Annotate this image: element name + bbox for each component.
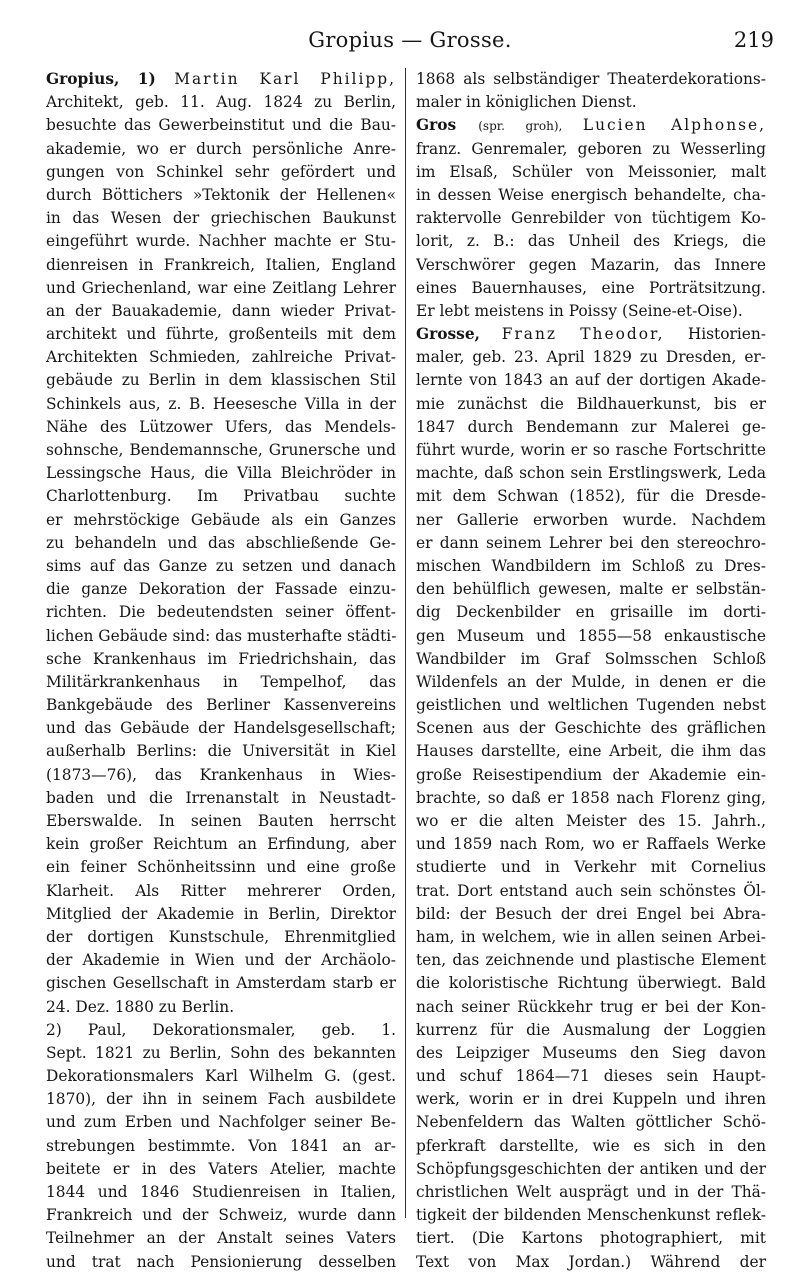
text-line: 1868 als selbständiger Theaterdekorations- bbox=[416, 70, 766, 88]
dictionary-page bbox=[46, 24, 774, 1271]
text-line: Charlottenburg. Im Privatbau suchte bbox=[46, 487, 396, 506]
text-line: wo er die alten Meister des 15. Jahrh., bbox=[416, 812, 766, 830]
text-line: machte, daß schon sein Erstlingswerk, Leda bbox=[416, 464, 766, 483]
text-line: Wandbilder im Graf Solmsschen Schloß bbox=[416, 649, 766, 668]
text-line: Frankreich und der Schweiz, wurde dann bbox=[46, 1206, 396, 1225]
left-column bbox=[46, 68, 396, 1274]
text-line: zu behandeln und das abschließende Ge- bbox=[46, 533, 396, 552]
text-line: richten. Die bedeutendsten seiner öffent- bbox=[46, 603, 396, 622]
text-line: und schuf 1864—71 dieses sein Haupt- bbox=[416, 1067, 766, 1086]
text-line: Architekten Schmieden, zahlreiche Privat- bbox=[46, 348, 396, 367]
entry-headword: Gros bbox=[416, 116, 479, 135]
text-line: mie zunächst die Bildhauerkunst, bis er bbox=[416, 394, 766, 413]
text-line: und trat nach Pensionierung desselben bbox=[46, 1252, 396, 1271]
text-line: und Griechenland, war eine Zeitlang Lehrer bbox=[46, 278, 396, 297]
text-line: 2) Paul, Dekorationsmaler, geb. 1. bbox=[46, 1020, 396, 1039]
text-line: Militärkrankenhaus in Tempelhof, das bbox=[46, 672, 396, 691]
text-line: eingeführt wurde. Nachher machte er Stu- bbox=[46, 232, 396, 251]
text-line: studierte und in Verkehr mit Cornelius bbox=[416, 858, 766, 877]
text-line bbox=[416, 114, 766, 137]
text-line: kurrenz für die Ausmalung der Loggien bbox=[416, 1020, 766, 1039]
text-line: außerhalb Berlins: die Universität in Kiel bbox=[46, 742, 396, 761]
text-line: den behülflich gewesen, malte er selbstän- bbox=[416, 580, 766, 599]
text-run: Lucien Alphonse, bbox=[582, 116, 766, 135]
text-line: Verschwörer gegen Mazarin, das Innere bbox=[416, 255, 766, 274]
text-line: gen Museum und 1855—58 enkaustische bbox=[416, 626, 766, 645]
text-run: Historien- bbox=[687, 325, 766, 344]
text-line: Lessingsche Haus, die Villa Bleichröder in bbox=[46, 464, 396, 483]
text-line: er dann seinem Lehrer bei den stereochro- bbox=[416, 533, 766, 552]
text-line: lorit, z. B.: das Unheil des Kriegs, die bbox=[416, 232, 766, 251]
text-line: der Akademie in Wien und der Archäolo- bbox=[46, 951, 396, 970]
text-line: bild: der Besuch der drei Engel bei Abra- bbox=[416, 904, 766, 923]
text-line: dienreisen in Frankreich, Italien, England bbox=[46, 255, 396, 274]
right-column bbox=[416, 68, 766, 1274]
text-line: besuchte das Gewerbeinstitut und die Bau- bbox=[46, 116, 396, 135]
text-line: Mitglied der Akademie in Berlin, Direktor bbox=[46, 904, 396, 923]
text-line: Er lebt meistens in Poissy (Seine-et-Oise). bbox=[416, 301, 743, 320]
text-line: strebungen bestimmte. Von 1841 an ar- bbox=[46, 1136, 396, 1155]
text-line: gebäude zu Berlin in dem klassischen Stil bbox=[46, 371, 396, 390]
text-line: Sept. 1821 zu Berlin, Sohn des bekannten bbox=[46, 1043, 396, 1062]
text-line: raktervolle Genrebilder von tüchtigem Ko- bbox=[416, 209, 766, 228]
running-head bbox=[46, 24, 774, 60]
text-line: Text von Max Jordan.) Während der bbox=[416, 1252, 766, 1271]
text-line: die koloristische Richtung überwiegt. Bald bbox=[416, 974, 766, 993]
text-line: im Elsaß, Schüler von Meissonier, malt bbox=[416, 162, 766, 181]
text-line: Hauses darstellte, eine Arbeit, die ihm das bbox=[416, 742, 766, 761]
text-line: mit dem Schwan (1852), für die Dresde- bbox=[416, 487, 766, 506]
text-line: gischen Gesellschaft in Amsterdam starb er bbox=[46, 974, 396, 993]
text-line: an der Bauakademie, dann wieder Privat- bbox=[46, 301, 396, 320]
text-line: und zum Erben und Nachfolger seiner Be- bbox=[46, 1113, 396, 1132]
text-columns bbox=[46, 68, 774, 1271]
text-line: franz. Genremaler, geboren zu Wesserling bbox=[416, 139, 766, 158]
text-line: trat. Dort entstand auch sein schönstes Öl- bbox=[416, 881, 766, 900]
text-line: (1873—76), das Krankenhaus in Wies- bbox=[46, 765, 396, 784]
text-line: 1847 durch Bendemann zur Malerei ge- bbox=[416, 417, 766, 436]
text-line: Wildenfels an der Mulde, in denen er die bbox=[416, 672, 766, 691]
text-line: mischen Wandbildern im Schloß zu Dres- bbox=[416, 556, 766, 575]
text-line: ner Gallerie erworben wurde. Nachdem bbox=[416, 510, 766, 529]
text-line: die ganze Dekoration der Fassade einzu- bbox=[46, 580, 396, 599]
text-line: christlichen Welt ausprägt und in der Thä- bbox=[416, 1183, 766, 1201]
text-line: ham, in welchem, wie in allen seinen Arbei- bbox=[416, 927, 766, 946]
text-line: 24. Dez. 1880 zu Berlin. bbox=[46, 997, 235, 1016]
text-line: baden und die Irrenanstalt in Neustadt- bbox=[46, 788, 396, 807]
entry-headword: Gropius, 1) bbox=[46, 70, 175, 88]
text-line: nach seiner Rückkehr trug er bei der Kon- bbox=[416, 997, 766, 1016]
text-line: führt wurde, worin er so rasche Fortschritte bbox=[416, 441, 766, 459]
text-line: des Leipziger Museums den Sieg davon bbox=[416, 1043, 766, 1062]
text-line: Dekorationsmalers Karl Wilhelm G. (gest. bbox=[46, 1067, 396, 1086]
text-run: (spr. groh), bbox=[478, 119, 583, 134]
text-line: lichen Gebäude sind: das musterhafte städti- bbox=[46, 626, 396, 645]
text-line: beitete er in des Vaters Atelier, machte bbox=[46, 1159, 396, 1178]
text-line bbox=[416, 323, 766, 346]
text-line: Schinkels aus, z. B. Heesesche Villa in der bbox=[46, 394, 396, 413]
text-line: geistlichen und weltlichen Tugenden nebst bbox=[416, 696, 766, 715]
text-line: Nebenfeldern das Walten göttlicher Schö- bbox=[416, 1113, 766, 1132]
text-line: akademie, wo er durch persönliche Anre- bbox=[46, 139, 396, 158]
text-line: lernte von 1843 an auf der dortigen Akade- bbox=[416, 371, 766, 390]
text-line: sohnsche, Bendemannsche, Grunersche und bbox=[46, 441, 396, 459]
text-line: Klarheit. Als Ritter mehrerer Orden, bbox=[46, 881, 396, 900]
text-line: maler, geb. 23. April 1829 zu Dresden, er- bbox=[416, 348, 766, 367]
text-line: in das Wesen der griechischen Baukunst bbox=[46, 209, 396, 228]
text-line: sche Krankenhaus im Friedrichshain, das bbox=[46, 649, 396, 668]
text-line: große Reisestipendium der Akademie ein- bbox=[416, 765, 766, 784]
text-line: ten, das zeichnende und plastische Element bbox=[416, 951, 766, 970]
text-line: 1870), der ihn in seinem Fach ausbildete bbox=[46, 1090, 396, 1109]
page-number: 219 bbox=[733, 28, 774, 52]
text-line: Nähe des Lützower Ufers, das Mendels- bbox=[46, 417, 396, 436]
running-head-title: Gropius — Grosse. bbox=[308, 28, 512, 52]
text-line: tiert. (Die Kartons photographiert, mit bbox=[416, 1229, 766, 1248]
column-divider bbox=[405, 68, 406, 1218]
text-line: pferkraft darstellte, wie es sich in den bbox=[416, 1136, 766, 1155]
text-line: und 1859 nach Rom, wo er Raffaels Werke bbox=[416, 835, 766, 854]
text-line: und das Gebäude der Handelsgesellschaft; bbox=[46, 719, 396, 738]
text-line: tigkeit der bildenden Menschenkunst reflek- bbox=[416, 1206, 766, 1225]
text-line: sims auf das Ganze zu setzen und danach bbox=[46, 556, 396, 575]
text-line: Teilnehmer an der Anstalt seines Vaters bbox=[46, 1229, 396, 1248]
text-line: Architekt, geb. 11. Aug. 1824 zu Berlin, bbox=[46, 93, 396, 112]
entry-headword: Grosse, bbox=[416, 325, 502, 344]
text-line: maler in königlichen Dienst. bbox=[416, 93, 637, 112]
text-line: dig Deckenbilder en grisaille im dorti- bbox=[416, 603, 766, 622]
text-line: eines Bauernhauses, eine Porträtsitzung. bbox=[416, 278, 766, 297]
text-line: werk, worin er in drei Kuppeln und ihren bbox=[416, 1090, 766, 1109]
text-line: architekt und führte, großenteils mit dem bbox=[46, 325, 396, 344]
text-run: Martin Karl Philipp, bbox=[174, 70, 396, 88]
text-line: durch Böttichers »Tektonik der Hellenen« bbox=[46, 185, 396, 204]
text-line: ein feiner Schönheitssinn und eine große bbox=[46, 858, 396, 877]
text-line: gungen von Schinkel sehr gefördert und bbox=[46, 162, 396, 181]
text-line: in dessen Weise energisch behandelte, cha- bbox=[416, 185, 766, 204]
text-line: Bankgebäude des Berliner Kassenvereins bbox=[46, 696, 396, 715]
text-line: 1844 und 1846 Studienreisen in Italien, bbox=[46, 1183, 396, 1201]
text-line: Eberswalde. In seinen Bauten herrscht bbox=[46, 812, 396, 830]
text-line: er mehrstöckige Gebäude als ein Ganzes bbox=[46, 510, 396, 529]
text-line: der dortigen Kunstschule, Ehrenmitglied bbox=[46, 927, 396, 946]
text-line bbox=[46, 68, 396, 91]
text-run: Franz Theodor, bbox=[501, 325, 688, 344]
text-line: kein großer Reichtum an Erfindung, aber bbox=[46, 835, 396, 854]
text-line: Scenen aus der Geschichte des gräflichen bbox=[416, 719, 766, 738]
text-line: Schöpfungsgeschichten der antiken und der bbox=[416, 1159, 766, 1178]
text-line: brachte, so daß er 1858 nach Florenz ging, bbox=[416, 788, 766, 807]
